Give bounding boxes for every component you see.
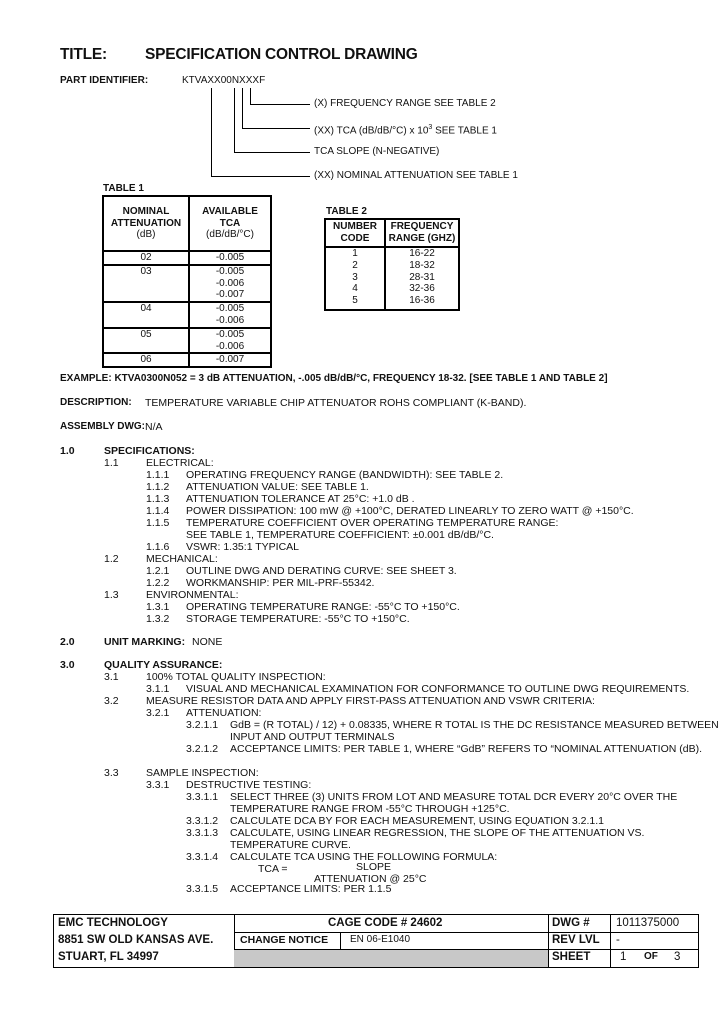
callout-line: [211, 176, 310, 177]
callout-attenuation: (XX) NOMINAL ATTENUATION SEE TABLE 1: [314, 170, 518, 181]
section-number: 3.3.1.3: [186, 827, 219, 839]
spec-line: OUTLINE DWG AND DERATING CURVE: SEE SHEET 3.: [186, 565, 457, 577]
table-row: [103, 251, 271, 265]
sheet-number: 1: [620, 951, 627, 963]
section-heading: UNIT MARKING:: [104, 636, 186, 648]
section-number: 1.2: [104, 553, 119, 565]
sheet-total: 3: [674, 951, 681, 963]
dwg-number: 1011375000: [616, 917, 680, 929]
spec-line: TEMPERATURE RANGE FROM -55°C THROUGH +125°C.: [230, 803, 510, 815]
callout-line: [242, 88, 243, 128]
section-number: 3.2.1.2: [186, 743, 219, 755]
section-number: 3.2: [104, 695, 119, 707]
spec-line: ENVIRONMENTAL:: [146, 589, 239, 601]
table-header-row: [325, 219, 459, 247]
section-number: 3.1.1: [146, 683, 170, 695]
table-row: [103, 302, 271, 328]
table1-attenuation-cell: 06: [103, 353, 189, 367]
spec-line: STORAGE TEMPERATURE: -55°C TO +150°C.: [186, 613, 410, 625]
change-notice-value: EN 06-E1040: [350, 934, 411, 945]
table1-attenuation-cell: 04: [103, 302, 189, 328]
cage-code: CAGE CODE # 24602: [328, 917, 443, 929]
table1-tca-cell: -0.005: [189, 251, 271, 265]
spec-line: 100% TOTAL QUALITY INSPECTION:: [146, 671, 326, 683]
section-heading: QUALITY ASSURANCE:: [104, 659, 223, 671]
section-number: 1.2.1: [146, 565, 170, 577]
divider: [340, 932, 341, 949]
section-number: 2.0: [60, 636, 75, 648]
table-row: [103, 328, 271, 354]
rev-level: -: [616, 934, 620, 946]
table2-header-code: NUMBER CODE: [325, 219, 385, 247]
spec-line: MEASURE RESISTOR DATA AND APPLY FIRST-PASS ATTENUATION AND VSWR CRITERIA:: [146, 695, 595, 707]
spec-line: ATTENUATION:: [186, 707, 262, 719]
rev-label: REV LVL: [552, 934, 600, 946]
section-number: 1.2.2: [146, 577, 170, 589]
spec-line: VISUAL AND MECHANICAL EXAMINATION FOR CONFORMANCE TO OUTLINE DWG REQUIREMENTS.: [186, 683, 690, 695]
table1-header-tca: AVAILABLE TCA (dB/dB/°C): [189, 196, 271, 251]
table1-tca-cell: -0.005 -0.006: [189, 302, 271, 328]
divider: [610, 915, 611, 967]
section-number: 3.1: [104, 671, 119, 683]
description-label: DESCRIPTION:: [60, 397, 132, 408]
callout-tca: (XX) TCA (dB/dB/°C) x $10^3$ SEE TABLE 1: [314, 124, 497, 137]
part-identifier-value: KTVAXX00NXXXF: [182, 75, 266, 86]
section-number: 3.3.1.5: [186, 883, 219, 895]
table1-tca-cell: -0.005 -0.006 -0.007: [189, 265, 271, 302]
spec-line: WORKMANSHIP: PER MIL-PRF-55342.: [186, 577, 375, 589]
table1-attenuation-cell: 05: [103, 328, 189, 354]
callout-line: [250, 104, 310, 105]
section-number: 3.2.1.1: [186, 719, 219, 731]
spec-line: CALCULATE DCA BY FOR EACH MEASUREMENT, USING EQUATION 3.2.1.1: [230, 815, 605, 827]
spec-line: SAMPLE INSPECTION:: [146, 767, 259, 779]
callout-line: [234, 152, 310, 153]
section-number: 3.3.1.1: [186, 791, 219, 803]
callout-line: [250, 88, 251, 104]
section-number: 3.0: [60, 659, 75, 671]
table2-code-cell: 1 2 3 4 5: [325, 247, 385, 310]
table-header-row: [103, 196, 271, 251]
assembly-dwg-value: N/A: [145, 421, 163, 433]
callout-frequency: (X) FREQUENCY RANGE SEE TABLE 2: [314, 98, 496, 109]
table2-range-cell: 16-22 18-32 28-31 32-36 16-36: [409, 248, 435, 307]
section-number: 1.3.2: [146, 613, 170, 625]
spec-line: GdB = (R TOTAL) / 12) + 0.08335, WHERE R TOTAL IS THE DC RESISTANCE MEASURED BETWEEN: [230, 719, 719, 731]
empty-shaded-cell: [234, 950, 548, 967]
company-city: STUART, FL 34997: [58, 951, 159, 963]
page-title: SPECIFICATION CONTROL DRAWING: [145, 46, 418, 63]
description-value: TEMPERATURE VARIABLE CHIP ATTENUATOR ROHS COMPLIANT (K-BAND).: [145, 397, 527, 409]
section-number: 1.0: [60, 445, 75, 457]
spec-line: CALCULATE TCA USING THE FOLLOWING FORMULA:: [230, 851, 498, 863]
formula-denominator: ATTENUATION @ 25°C: [314, 873, 427, 885]
section-number: 3.3.1.4: [186, 851, 219, 863]
section-heading: SPECIFICATIONS:: [104, 445, 195, 457]
unit-marking-value: NONE: [192, 636, 223, 648]
sheet-label: SHEET: [552, 951, 591, 963]
company-address: 8851 SW OLD KANSAS AVE.: [58, 934, 214, 946]
table1-attenuation-cell: 02: [103, 251, 189, 265]
table-row: [103, 265, 271, 302]
spec-line: ACCEPTANCE LIMITS: PER 1.1.5: [230, 883, 392, 895]
spec-line: ATTENUATION TOLERANCE AT 25°C: +1.0 dB .: [186, 493, 415, 505]
section-number: 1.3: [104, 589, 119, 601]
spec-line: CALCULATE, USING LINEAR REGRESSION, THE SLOPE OF THE ATTENUATION VS.: [230, 827, 645, 839]
table1: [102, 195, 272, 368]
section-number: 1.3.1: [146, 601, 170, 613]
callout-line: [211, 88, 212, 176]
table1-tca-cell: -0.005 -0.006: [189, 328, 271, 354]
spec-line: OPERATING FREQUENCY RANGE (BANDWIDTH): SEE TABLE 2.: [186, 469, 504, 481]
example-line: EXAMPLE: KTVA0300N052 = 3 dB ATTENUATION, -.005 dB/dB/°C, FREQUENCY 18-32. [SEE TABLE 1 AND TABLE 2]: [60, 373, 608, 384]
company-name: EMC TECHNOLOGY: [58, 917, 168, 929]
spec-line: ELECTRICAL:: [146, 457, 214, 469]
section-number: 1.1.3: [146, 493, 170, 505]
spec-line: TCA =: [258, 863, 288, 875]
section-number: 3.3: [104, 767, 119, 779]
table1-header-attenuation: NOMINAL ATTENUATION (dB): [103, 196, 189, 251]
section-number: 3.3.1.2: [186, 815, 219, 827]
spec-line: ACCEPTANCE LIMITS: PER TABLE 1, WHERE “GdB” REFERS TO “NOMINAL ATTENUATION (dB).: [230, 743, 702, 755]
spec-line: SELECT THREE (3) UNITS FROM LOT AND MEASURE TOTAL DCR EVERY 20°C OVER THE: [230, 791, 678, 803]
spec-line: OPERATING TEMPERATURE RANGE: -55°C TO +150°C.: [186, 601, 460, 613]
spec-line: TEMPERATURE COEFFICIENT OVER OPERATING TEMPERATURE RANGE:: [186, 517, 559, 529]
spec-line: VSWR: 1.35:1 TYPICAL: [186, 541, 300, 553]
table2-header-range: FREQUENCY RANGE (GHZ): [385, 219, 459, 247]
section-number: 3.3.1: [146, 779, 170, 791]
callout-line: [242, 128, 310, 129]
table1-attenuation-cell: 03: [103, 265, 189, 302]
section-number: 1.1.5: [146, 517, 170, 529]
change-notice-label: CHANGE NOTICE: [240, 934, 329, 946]
spec-line: POWER DISSIPATION: 100 mW @ +100°C, DERATED LINEARLY TO ZERO WATT @ +150°C.: [186, 505, 634, 517]
divider: [548, 915, 549, 967]
divider: [234, 932, 698, 933]
spec-line: MECHANICAL:: [146, 553, 218, 565]
table-row: [103, 353, 271, 367]
spec-line: TEMPERATURE CURVE.: [230, 839, 351, 851]
callout-slope: TCA SLOPE (N-NEGATIVE): [314, 146, 440, 157]
dwg-label: DWG #: [552, 917, 590, 929]
spec-line: INPUT AND OUTPUT TERMINALS: [230, 731, 395, 743]
section-number: 3.2.1: [146, 707, 170, 719]
table1-tca-cell: -0.007: [215, 354, 245, 366]
section-number: 1.1.1: [146, 469, 170, 481]
formula-numerator: SLOPE: [356, 861, 392, 873]
spec-line: ATTENUATION VALUE: SEE TABLE 1.: [186, 481, 369, 493]
section-number: 1.1: [104, 457, 119, 469]
sheet-of-label: OF: [644, 951, 658, 962]
spec-line: SEE TABLE 1, TEMPERATURE COEFFICIENT: ±0.001 dB/dB/°C.: [186, 529, 494, 541]
section-number: 1.1.2: [146, 481, 170, 493]
spec-line: DESTRUCTIVE TESTING:: [186, 779, 312, 791]
table-row: [325, 247, 459, 310]
title-block: [53, 914, 699, 968]
callout-line: [234, 88, 235, 152]
section-number: 1.1.4: [146, 505, 170, 517]
table2-caption: TABLE 2: [326, 206, 367, 217]
assembly-dwg-label: ASSEMBLY DWG:: [60, 421, 146, 432]
title-label: TITLE:: [60, 46, 108, 63]
table1-caption: TABLE 1: [103, 183, 144, 194]
table2: [324, 218, 460, 311]
section-number: 1.1.6: [146, 541, 170, 553]
part-identifier-label: PART IDENTIFIER:: [60, 75, 149, 86]
